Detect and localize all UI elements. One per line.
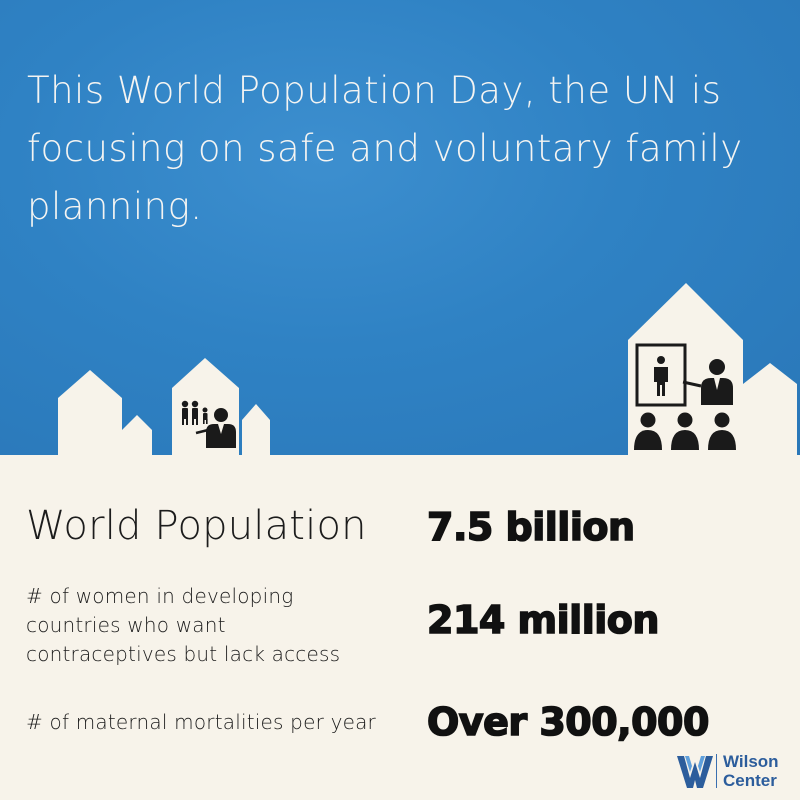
house-shape — [58, 370, 122, 456]
stat-value: 214 million — [427, 598, 659, 642]
logo-line-2: Center — [723, 771, 777, 790]
stat-label-line: contraceptives but lack access — [26, 642, 341, 666]
stat-label: World Population — [26, 503, 367, 549]
stat-value: Over 300,000 — [427, 700, 709, 744]
logo-line-1: Wilson — [723, 752, 779, 771]
presentation-board-icon — [637, 345, 685, 405]
stat-label-line: countries who want — [26, 613, 226, 637]
headline: This World Population Day, the UN is focusing on safe and voluntary family planning. — [27, 69, 743, 228]
logo-text — [723, 752, 779, 790]
stat-label-line: # of women in developing — [26, 584, 294, 608]
stat-value: 7.5 billion — [427, 505, 635, 549]
audience-icon — [634, 413, 736, 451]
stat-label: # of maternal mortalities per year — [26, 710, 376, 734]
wilson-center-w-mark-icon — [676, 752, 714, 790]
logo-divider — [716, 754, 717, 788]
house-shape — [242, 404, 270, 456]
house-shape — [743, 363, 797, 456]
house-shape — [122, 415, 152, 456]
wilson-center-logo — [676, 752, 796, 792]
